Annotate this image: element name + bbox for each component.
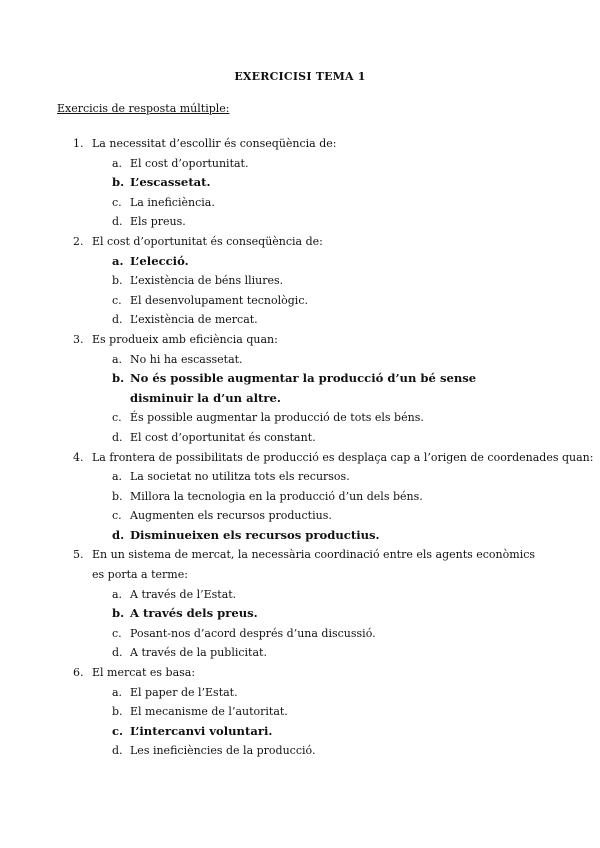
section-heading-text: Exercicis de resposta múltiple [57, 102, 226, 115]
option-text: L’escassetat. [130, 175, 211, 190]
question-3 [0, 330, 600, 448]
question-5 [0, 545, 600, 663]
question-number: 1. [73, 137, 84, 150]
option-1a [0, 154, 600, 174]
option-text: La societat no utilitza tots els recursos. [130, 470, 350, 484]
option-letter: b. [112, 489, 123, 503]
option-letter: c. [112, 723, 124, 738]
section-heading-colon: : [225, 102, 230, 115]
option-letter: a. [112, 587, 123, 601]
question-stem [0, 663, 600, 683]
option-5d [0, 643, 600, 663]
option-6b [0, 702, 600, 722]
option-letter: b. [112, 606, 125, 621]
question-stem [0, 545, 600, 584]
question-text: La frontera de possibilitats de producció es desplaça cap a l’origen de coordenades quan: [92, 450, 594, 464]
option-text: És possible augmentar la producció de tots els béns. [130, 411, 424, 425]
option-1b-correct [0, 173, 600, 193]
question-4 [0, 448, 600, 546]
option-text: Les ineficiències de la producció. [130, 744, 316, 758]
section-heading [57, 102, 230, 115]
option-letter: b. [112, 274, 123, 288]
option-text: No hi ha escassetat. [130, 352, 243, 366]
option-text: No és possible augmentar la producció d’un bé sense disminuir la d’un altre. [130, 371, 477, 405]
option-letter: a. [112, 156, 123, 170]
question-2 [0, 232, 600, 330]
option-6a [0, 683, 600, 703]
question-1 [0, 134, 600, 232]
option-text: El mecanisme de l’autoritat. [130, 705, 288, 719]
option-6c-correct [0, 722, 600, 742]
option-text: Augmenten els recursos productius. [130, 509, 332, 523]
option-text: Disminueixen els recursos productius. [130, 527, 380, 542]
question-number: 2. [73, 234, 84, 248]
question-number: 5. [73, 548, 84, 562]
question-number: 6. [73, 666, 84, 680]
option-text: El cost d’oportunitat. [130, 156, 249, 170]
option-letter: a. [112, 352, 123, 366]
option-text: Posant-nos d’acord després d’una discussió. [130, 626, 376, 640]
option-4c [0, 506, 600, 526]
option-text: L’existència de béns lliures. [130, 274, 284, 288]
option-letter: c. [112, 195, 122, 209]
option-1d [0, 212, 600, 232]
option-3c [0, 408, 600, 428]
option-text: A través dels preus. [130, 606, 258, 621]
question-stem [0, 232, 600, 252]
option-letter: c. [112, 509, 122, 523]
question-text: La necessitat d’escollir és conseqüència de: [92, 137, 337, 150]
option-letter: d. [112, 313, 123, 327]
option-2a-correct [0, 252, 600, 272]
question-stem [0, 134, 600, 154]
option-letter: d. [112, 430, 123, 444]
option-letter: d. [112, 744, 123, 758]
question-text: El cost d’oportunitat és conseqüència de: [92, 234, 323, 248]
option-5b-correct [0, 604, 600, 624]
option-2c [0, 291, 600, 311]
option-letter: a. [112, 470, 123, 484]
document-title: EXERCICISI TEMA 1 [234, 70, 366, 83]
option-text: El desenvolupament tecnològic. [130, 293, 308, 307]
question-stem [0, 448, 600, 468]
option-letter: b. [112, 175, 125, 190]
question-text: En un sistema de mercat, la necessària coordinació entre els agents econòmics es porta a terme: [92, 548, 536, 582]
question-number: 4. [73, 450, 84, 464]
option-letter: d. [112, 215, 123, 229]
question-text: Es produeix amb eficiència quan: [92, 332, 278, 346]
option-5c [0, 624, 600, 644]
option-text: L’existència de mercat. [130, 313, 258, 327]
option-4d-correct [0, 526, 600, 546]
option-text: A través de l’Estat. [130, 587, 237, 601]
option-letter: d. [112, 527, 125, 542]
option-text: Millora la tecnologia en la producció d’un dels béns. [130, 489, 423, 503]
option-letter: b. [112, 705, 123, 719]
question-text: El mercat es basa: [92, 666, 196, 680]
option-letter: c. [112, 626, 122, 640]
option-6d [0, 741, 600, 761]
option-text: El paper de l’Estat. [130, 685, 238, 699]
option-letter: a. [112, 685, 123, 699]
option-1c [0, 193, 600, 213]
question-number: 3. [73, 332, 84, 346]
question-6 [0, 663, 600, 761]
option-3d [0, 428, 600, 448]
option-text: Els preus. [130, 215, 186, 229]
option-text: La ineficiència. [130, 195, 215, 209]
option-4a [0, 467, 600, 487]
option-3a [0, 350, 600, 370]
option-letter: c. [112, 411, 122, 425]
question-list [0, 134, 600, 761]
option-text: L’elecció. [130, 253, 189, 268]
option-3b-correct [0, 369, 600, 408]
option-2d [0, 310, 600, 330]
option-text: El cost d’oportunitat és constant. [130, 430, 316, 444]
option-text: A través de la publicitat. [130, 646, 267, 660]
option-2b [0, 271, 600, 291]
option-5a [0, 585, 600, 605]
option-letter: c. [112, 293, 122, 307]
option-letter: a. [112, 253, 124, 268]
option-4b [0, 487, 600, 507]
option-letter: b. [112, 371, 125, 386]
option-letter: d. [112, 646, 123, 660]
question-stem [0, 330, 600, 350]
option-text: L’intercanvi voluntari. [130, 723, 273, 738]
